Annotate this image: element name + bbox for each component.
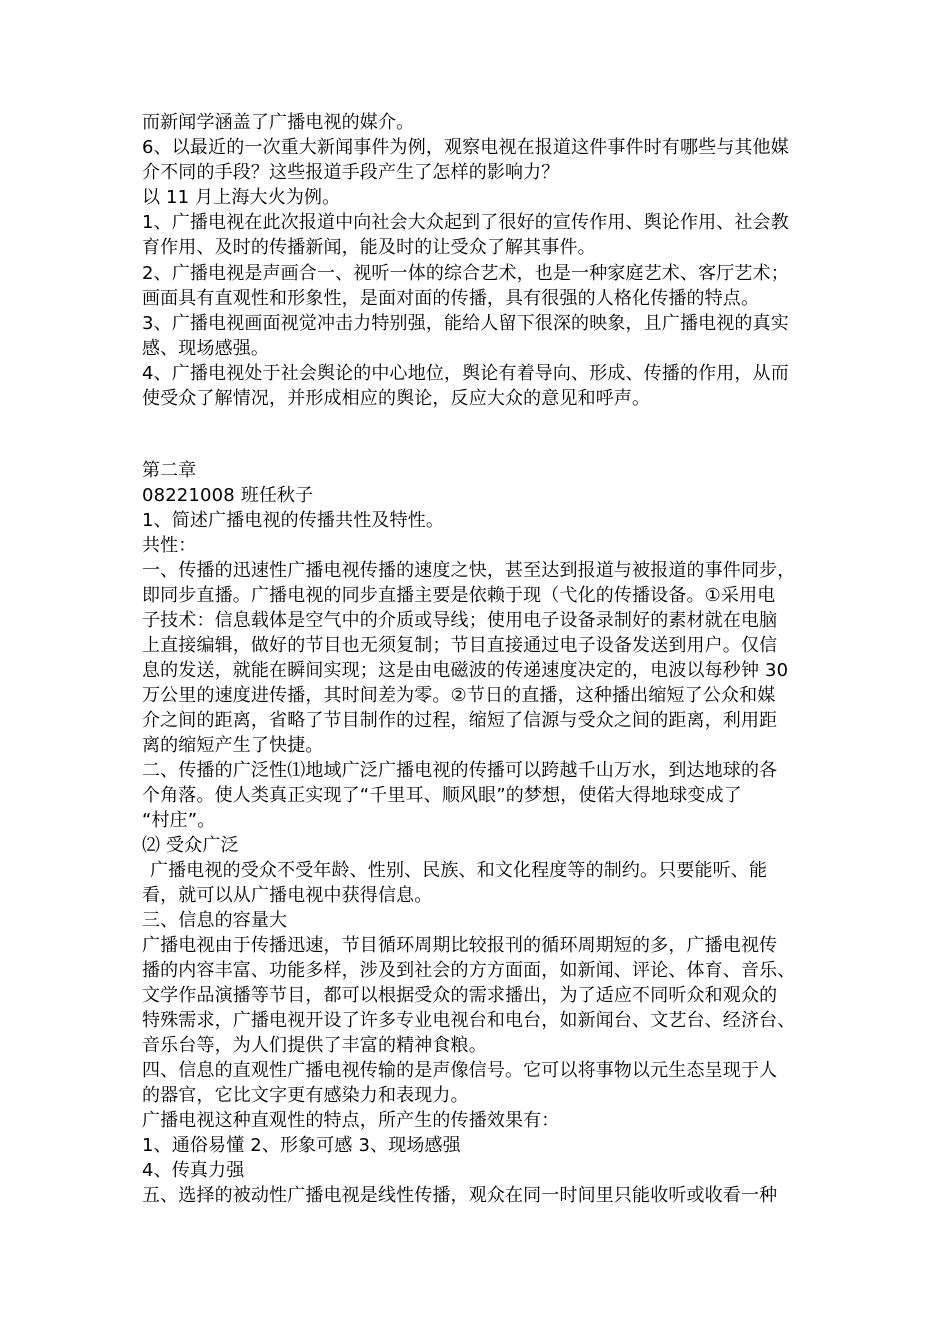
text-line: 三、信息的容量大 <box>142 910 288 931</box>
text-line: 感、现场感强。 <box>142 338 270 359</box>
text-line: “村庄”。 <box>142 810 216 831</box>
text-line: 使受众了解情况，并形成相应的舆论，反应大众的意见和呼声。 <box>142 388 651 409</box>
text-line: 音乐台等，为人们提供了丰富的精神食粮。 <box>142 1035 487 1056</box>
text-line: 广播电视的受众不受年龄、性别、民族、和文化程度等的制约。只要能听、能 <box>150 860 768 881</box>
text-line: 广播电视这种直观性的特点，所产生的传播效果有： <box>142 1110 560 1131</box>
text-line: 4、广播电视处于社会舆论的中心地位，舆论有着导向、形成、传播的作用，从而 <box>142 363 789 384</box>
text-line: 四、信息的直观性广播电视传输的是声像信号。它可以将事物以元生态呈现于人 <box>142 1060 778 1081</box>
text-line: 二、传播的广泛性⑴地域广泛广播电视的传播可以跨越千山万水，到达地球的各 <box>142 760 778 781</box>
text-line: 以 11 月上海大火为例。 <box>142 187 341 208</box>
question-6-line-1: 6、以最近的一次重大新闻事件为例，观察电视在报道这件事件时有哪些与其他媒 <box>142 137 789 158</box>
text-line: 育作用、及时的传播新闻，能及时的让受众了解其事件。 <box>142 237 596 258</box>
text-line: 五、选择的被动性广播电视是线性传播，观众在同一时间里只能收听或收看一种 <box>142 1185 778 1206</box>
text-line: 1、通俗易懂 2、形象可感 3、现场感强 <box>142 1135 461 1156</box>
chapter-heading: 第二章 <box>142 460 197 481</box>
question-1-line: 1、简述广播电视的传播共性及特性。 <box>142 510 445 531</box>
text-line: 个角落。使人类真正实现了“千里耳、顺风眼”的梦想，使偌大得地球变成了 <box>142 785 742 806</box>
text-line: 画面具有直观性和形象性，是面对面的传播，具有很强的人格化传播的特点。 <box>142 288 760 309</box>
text-line: ⑵ 受众广泛 <box>142 835 239 856</box>
text-line: 文学作品演播等节目，都可以根据受众的需求播出，为了适应不同听众和观众的 <box>142 985 778 1006</box>
text-line: 万公里的速度进传播，其时间差为零。②节日的直播，这种播出缩短了公众和媒 <box>142 685 776 706</box>
text-line: 广播电视由于传播迅速，节目循环周期比较报刊的循环周期短的多，广播电视传 <box>142 935 778 956</box>
text-line: 播的内容丰富、功能多样，涉及到社会的方方面面，如新闻、评论、体育、音乐、 <box>142 960 796 981</box>
text-line: 离的缩短产生了快捷。 <box>142 735 324 756</box>
text-line: 而新闻学涵盖了广播电视的媒介。 <box>142 112 415 133</box>
text-line: 息的发送，就能在瞬间实现；这是由电磁波的传递速度决定的，电波以每秒钟 30 <box>142 660 789 681</box>
text-line: 子技术：信息载体是空气中的介质或导线；使用电子设备录制好的素材就在电脑 <box>142 610 778 631</box>
question-6-line-2: 介不同的手段？这些报道手段产生了怎样的影响力？ <box>142 162 560 183</box>
text-line: 2、广播电视是声画合一、视听一体的综合艺术，也是一种家庭艺术、客厅艺术； <box>142 263 789 284</box>
text-line: 4、传真力强 <box>142 1160 245 1181</box>
text-line: 一、传播的迅速性广播电视传播的速度之快，甚至达到报道与被报道的事件同步， <box>142 560 796 581</box>
text-line: 特殊需求，广播电视开设了许多专业电视台和电台，如新闻台、文艺台、经济台、 <box>142 1010 796 1031</box>
text-line: 3、广播电视画面视觉冲击力特别强，能给人留下很深的映象，且广播电视的真实 <box>142 313 789 334</box>
text-line: 即同步直播。广播电视的同步直播主要是依赖于现（弋化的传播设备。①采用电 <box>142 585 776 606</box>
text-line: 1、广播电视在此次报道中向社会大众起到了很好的宣传作用、舆论作用、社会教 <box>142 212 789 233</box>
author-line: 08221008 班任秋子 <box>142 485 314 506</box>
text-line: 看，就可以从广播电视中获得信息。 <box>142 885 433 906</box>
section-label: 共性： <box>142 535 197 556</box>
text-line: 的器官，它比文字更有感染力和表现力。 <box>142 1085 469 1106</box>
text-line: 上直接编辑，做好的节目也无须复制；节目直接通过电子设备发送到用户。仅信 <box>142 635 778 656</box>
text-line: 介之间的距离，省略了节目制作的过程，缩短了信源与受众之间的距离，利用距 <box>142 710 778 731</box>
